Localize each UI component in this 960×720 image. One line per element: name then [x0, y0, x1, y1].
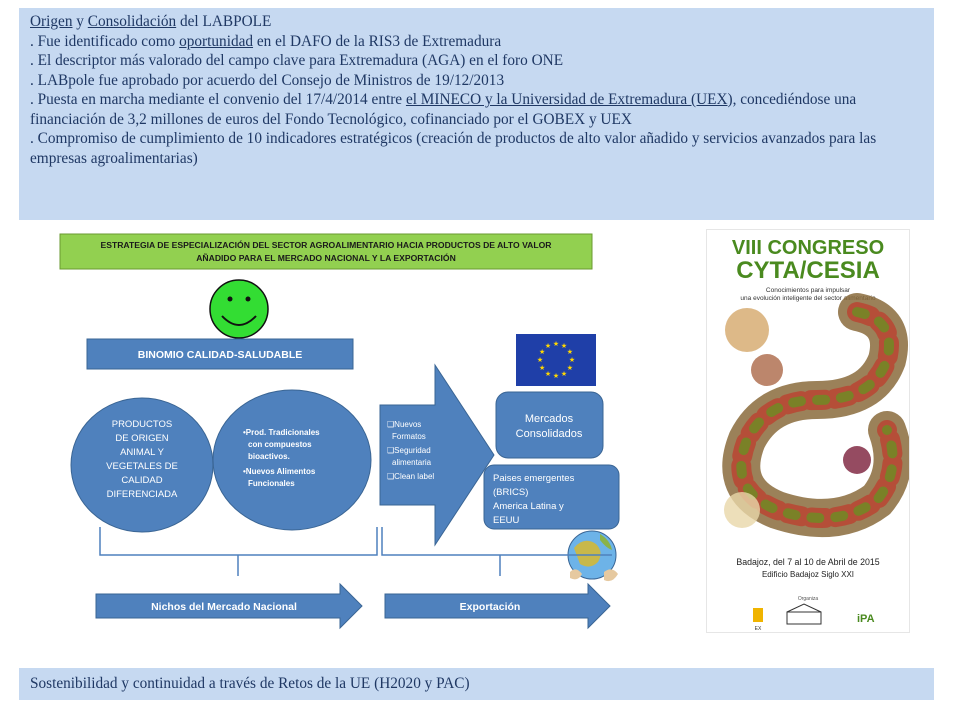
svg-text:EEUU: EEUU — [493, 515, 520, 526]
congress-poster — [706, 229, 910, 633]
item-consejo: . LABpole fue aprobado por acuerdo del Consejo de Ministros de 19/12/2013 — [30, 71, 505, 89]
svg-text:CALIDAD: CALIDAD — [121, 475, 163, 486]
mineco-uex-link[interactable]: el MINECO y la Universidad de Extremadura (UEX), — [405, 91, 737, 108]
svg-text:❑Nuevos: ❑Nuevos — [387, 420, 422, 429]
smiley-icon — [210, 280, 268, 338]
svg-text:Formatos: Formatos — [392, 432, 426, 441]
heading-line: Origen y Consolidación del LABPOLE — [30, 13, 272, 30]
poster-subtitle1: Conocimientos para impulsar — [765, 287, 851, 294]
svg-text:•Prod. Tradicionales: •Prod. Tradicionales — [243, 428, 320, 437]
poster-subtitle2: una evolución inteligente del sector alimentario — [740, 295, 876, 302]
svg-text:con compuestos: con compuestos — [248, 440, 312, 449]
exportacion-label: Exportación — [459, 601, 521, 613]
eu-star-icon: ★ — [552, 373, 560, 380]
item-aga: . El descriptor más valorado del campo clave para Extremadura (AGA) en el foro ONE — [30, 52, 564, 69]
svg-text:bioactivos.: bioactivos. — [248, 452, 290, 461]
origen-link[interactable]: Origen — [30, 13, 73, 30]
eu-star-icon: ★ — [560, 370, 568, 378]
svg-text:Paises emergentes: Paises emergentes — [493, 473, 575, 484]
svg-text:VEGETALES DE: VEGETALES DE — [106, 461, 178, 472]
mercados-box — [496, 392, 603, 458]
svg-text:(BRICS): (BRICS) — [493, 487, 529, 498]
svg-text:Funcionales: Funcionales — [248, 479, 295, 488]
globe-icon — [568, 531, 618, 581]
strategy-title-line1: ESTRATEGIA DE ESPECIALIZACIÓN DEL SECTOR AGROALIMENTARIO HACIA PRODUCTOS DE ALTO VALOR — [100, 240, 552, 250]
consolidacion-link[interactable]: Consolidación — [87, 13, 177, 30]
svg-text:❑Seguridad: ❑Seguridad — [387, 446, 431, 455]
svg-text:alimentaria: alimentaria — [392, 458, 432, 467]
item-dafo: . Fue identificado como oportunidad en el DAFO de la RIS3 de Extremadura — [30, 32, 502, 50]
eu-star-icon: ★ — [544, 343, 552, 351]
eu-star-icon: ★ — [538, 349, 546, 356]
sustainability-panel — [19, 668, 934, 700]
congress-poster-graphic — [707, 230, 909, 632]
ipa-logo-icon — [857, 613, 875, 625]
eu-star-icon: ★ — [566, 365, 574, 372]
food-collage-image — [724, 308, 893, 528]
uex-logo-icon — [753, 608, 763, 632]
eu-star-icon: ★ — [566, 349, 574, 356]
svg-text:•Nuevos Alimentos: •Nuevos Alimentos — [243, 467, 316, 476]
item-compromiso: . Compromiso de cumplimiento de 10 indicadores estratégicos (creación de productos de alto valor añadido y servicios avanzados para las empresas agroalimentarias) — [30, 130, 877, 167]
eu-star-icon: ★ — [568, 357, 576, 364]
svg-text:PRODUCTOS: PRODUCTOS — [111, 419, 173, 430]
poster-title2: CYTA/CESIA — [736, 257, 880, 284]
oportunidad-link[interactable]: oportunidad — [179, 32, 254, 50]
strategy-title-line2: AÑADIDO PARA EL MERCADO NACIONAL Y LA EXPORTACIÓN — [196, 253, 456, 263]
nichos-label: Nichos del Mercado Nacional — [151, 601, 297, 613]
svg-text:ANIMAL Y: ANIMAL Y — [120, 447, 164, 458]
svg-text:DE ORIGEN: DE ORIGEN — [115, 433, 169, 444]
poster-title1: VIII CONGRESO — [731, 237, 885, 259]
svg-text:❑Clean label: ❑Clean label — [387, 472, 435, 481]
mercados-line1: Mercados — [524, 413, 574, 425]
building-logo-icon — [787, 604, 821, 624]
poster-organiza: Organiza — [797, 596, 819, 602]
eu-flag-icon — [516, 334, 596, 386]
eu-star-icon: ★ — [544, 370, 552, 378]
poster-date: Badajoz, del 7 al 10 de Abril de 2015 — [736, 557, 880, 567]
eu-star-icon: ★ — [552, 341, 560, 348]
binomio-label: BINOMIO CALIDAD-SALUDABLE — [137, 349, 303, 361]
eu-star-icon: ★ — [538, 365, 546, 372]
mercados-line2: Consolidados — [515, 428, 583, 440]
poster-venue: Edificio Badajoz Siglo XXI — [761, 570, 855, 579]
eu-star-icon: ★ — [560, 343, 568, 351]
svg-text:iPA: iPA — [857, 613, 875, 625]
sustainability-text: Sostenibilidad y continuidad a través de Retos de la UE (H2020 y PAC) — [30, 675, 470, 692]
svg-text:DIFERENCIADA: DIFERENCIADA — [106, 489, 178, 500]
prod-tradicionales-ellipse — [213, 390, 371, 530]
transition-arrow — [380, 365, 494, 545]
svg-text:EX: EX — [754, 626, 762, 632]
svg-text:America Latina y: America Latina y — [493, 501, 564, 512]
eu-star-icon: ★ — [536, 357, 544, 364]
item-convenio: . Puesta en marcha mediante el convenio del 17/4/2014 entre el MINECO y la Universidad de Extremadura (UEX), concediéndose una financiación de 3,2 millones de euros del Fondo Tecnológico, cofinanciado por el GOBEX y UEX — [30, 91, 857, 128]
